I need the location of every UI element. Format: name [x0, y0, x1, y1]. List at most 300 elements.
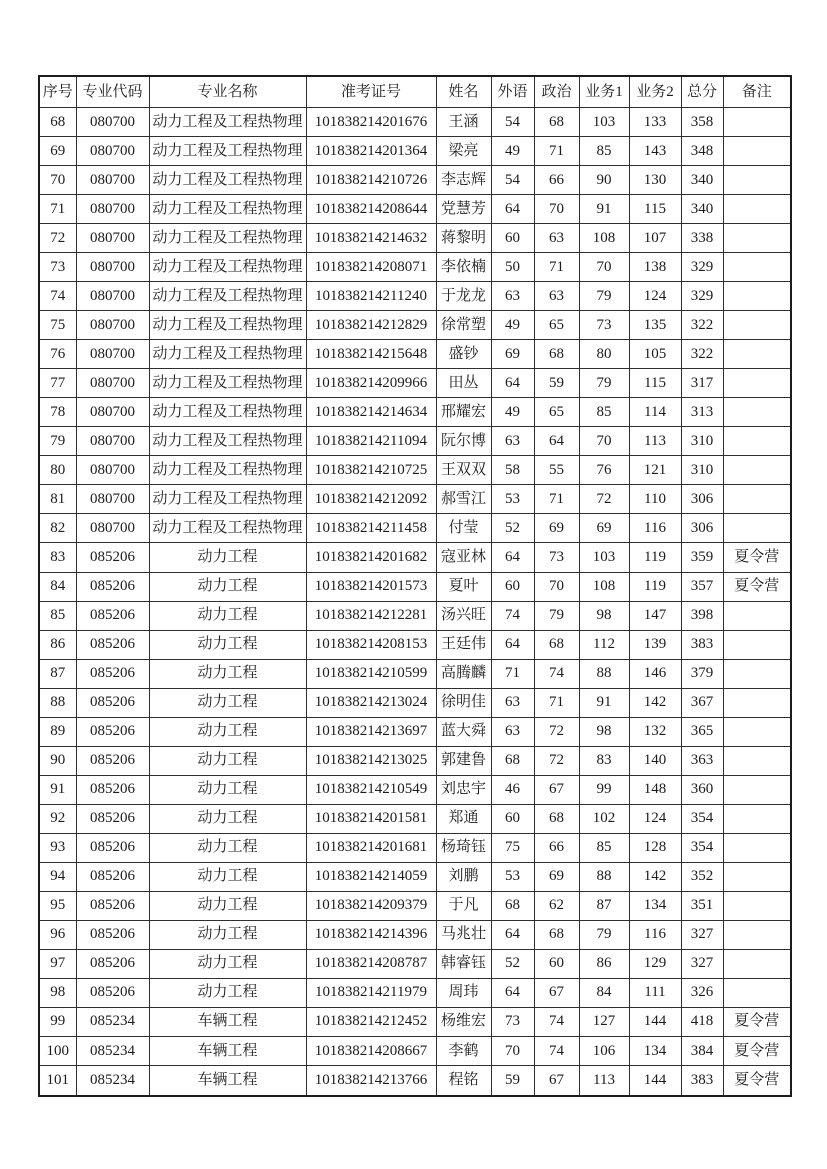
table-row [39, 427, 791, 456]
scores-table [38, 75, 792, 1097]
table-cell: 韩睿钰 [436, 949, 491, 978]
table-row [39, 659, 791, 688]
table-cell: 71 [534, 253, 579, 282]
table-cell: 101838214211240 [306, 282, 436, 311]
table-cell: 354 [681, 804, 723, 833]
table-cell: 67 [534, 1066, 579, 1096]
table-cell: 71 [534, 485, 579, 514]
table-cell: 69 [534, 514, 579, 543]
table-cell: 65 [534, 398, 579, 427]
table-cell [723, 746, 791, 775]
table-cell: 80 [579, 340, 629, 369]
table-cell: 63 [534, 224, 579, 253]
table-cell: 49 [491, 311, 534, 340]
table-cell: 李依楠 [436, 253, 491, 282]
table-cell: 76 [579, 456, 629, 485]
table-cell: 动力工程 [149, 775, 306, 804]
table-cell: 306 [681, 514, 723, 543]
table-cell: 085206 [76, 949, 149, 978]
table-cell: 85 [39, 601, 76, 630]
column-header: 业务2 [629, 76, 681, 108]
table-cell: 52 [491, 514, 534, 543]
table-cell: 90 [579, 166, 629, 195]
table-row [39, 224, 791, 253]
table-cell: 080700 [76, 398, 149, 427]
table-cell: 动力工程及工程热物理 [149, 137, 306, 166]
table-cell: 72 [534, 746, 579, 775]
table-cell [723, 978, 791, 1007]
table-cell: 79 [534, 601, 579, 630]
table-cell: 101838214210599 [306, 659, 436, 688]
column-header: 姓名 [436, 76, 491, 108]
table-cell: 72 [39, 224, 76, 253]
table-cell: 73 [579, 311, 629, 340]
table-cell: 080700 [76, 195, 149, 224]
column-header: 备注 [723, 76, 791, 108]
table-cell: 64 [491, 195, 534, 224]
table-cell: 080700 [76, 369, 149, 398]
table-row [39, 891, 791, 920]
table-cell [723, 717, 791, 746]
table-cell: 马兆壮 [436, 920, 491, 949]
table-cell: 101838214208644 [306, 195, 436, 224]
table-cell: 119 [629, 572, 681, 601]
table-cell: 080700 [76, 456, 149, 485]
table-cell: 71 [491, 659, 534, 688]
column-header: 专业名称 [149, 76, 306, 108]
table-row [39, 630, 791, 659]
table-cell: 360 [681, 775, 723, 804]
table-cell: 70 [491, 1037, 534, 1066]
table-cell: 085206 [76, 601, 149, 630]
table-cell [723, 456, 791, 485]
table-cell [723, 398, 791, 427]
table-cell: 64 [534, 427, 579, 456]
table-cell: 103 [579, 543, 629, 572]
table-cell: 59 [534, 369, 579, 398]
table-cell: 夏令营 [723, 543, 791, 572]
table-cell: 69 [491, 340, 534, 369]
table-cell: 动力工程 [149, 891, 306, 920]
table-cell: 135 [629, 311, 681, 340]
table-cell: 60 [534, 949, 579, 978]
table-cell: 085206 [76, 746, 149, 775]
table-cell: 080700 [76, 485, 149, 514]
table-cell: 71 [534, 137, 579, 166]
table-cell: 085206 [76, 543, 149, 572]
table-row [39, 253, 791, 282]
table-cell: 84 [39, 572, 76, 601]
table-cell: 80 [39, 456, 76, 485]
table-cell: 69 [534, 862, 579, 891]
table-cell: 147 [629, 601, 681, 630]
table-cell: 085206 [76, 833, 149, 862]
table-cell: 101838214213697 [306, 717, 436, 746]
table-cell [723, 891, 791, 920]
table-cell: 101838214211979 [306, 978, 436, 1007]
table-cell: 车辆工程 [149, 1037, 306, 1066]
table-cell: 79 [579, 282, 629, 311]
table-cell: 动力工程 [149, 572, 306, 601]
table-cell: 134 [629, 891, 681, 920]
table-cell: 88 [39, 688, 76, 717]
table-cell: 085206 [76, 978, 149, 1007]
table-cell: 384 [681, 1037, 723, 1066]
table-cell: 322 [681, 311, 723, 340]
table-cell: 54 [491, 108, 534, 137]
table-cell: 111 [629, 978, 681, 1007]
column-header: 总分 [681, 76, 723, 108]
table-cell: 动力工程及工程热物理 [149, 485, 306, 514]
table-cell: 90 [39, 746, 76, 775]
table-cell: 82 [39, 514, 76, 543]
table-cell: 动力工程 [149, 862, 306, 891]
column-header: 准考证号 [306, 76, 436, 108]
table-cell: 70 [579, 253, 629, 282]
table-cell: 92 [39, 804, 76, 833]
table-cell [723, 137, 791, 166]
table-row [39, 166, 791, 195]
table-cell: 327 [681, 949, 723, 978]
table-cell: 68 [534, 920, 579, 949]
table-cell: 88 [579, 659, 629, 688]
table-cell: 动力工程及工程热物理 [149, 369, 306, 398]
table-cell: 73 [534, 543, 579, 572]
table-cell: 129 [629, 949, 681, 978]
table-cell: 64 [491, 978, 534, 1007]
table-cell: 动力工程及工程热物理 [149, 514, 306, 543]
table-row [39, 456, 791, 485]
table-cell: 58 [491, 456, 534, 485]
table-cell: 144 [629, 1007, 681, 1036]
table-cell: 程铭 [436, 1066, 491, 1096]
table-cell: 周玮 [436, 978, 491, 1007]
table-cell: 63 [534, 282, 579, 311]
table-cell: 363 [681, 746, 723, 775]
table-cell: 付莹 [436, 514, 491, 543]
table-cell: 101838214210549 [306, 775, 436, 804]
table-cell: 59 [491, 1066, 534, 1096]
table-cell: 62 [534, 891, 579, 920]
table-cell: 动力工程 [149, 978, 306, 1007]
table-cell: 49 [491, 137, 534, 166]
table-cell: 汤兴旺 [436, 601, 491, 630]
table-cell: 101838214201676 [306, 108, 436, 137]
table-cell: 085206 [76, 659, 149, 688]
table-cell: 351 [681, 891, 723, 920]
table-cell: 67 [534, 978, 579, 1007]
table-row [39, 282, 791, 311]
table-cell: 车辆工程 [149, 1066, 306, 1096]
table-cell: 97 [39, 949, 76, 978]
table-cell: 50 [491, 253, 534, 282]
table-cell: 329 [681, 253, 723, 282]
table-cell: 高腾麟 [436, 659, 491, 688]
table-cell: 121 [629, 456, 681, 485]
table-cell: 81 [39, 485, 76, 514]
table-cell: 动力工程 [149, 804, 306, 833]
table-row [39, 1037, 791, 1066]
table-cell: 113 [579, 1066, 629, 1096]
table-cell: 田丛 [436, 369, 491, 398]
table-cell: 66 [534, 166, 579, 195]
table-cell: 动力工程 [149, 746, 306, 775]
column-header: 外语 [491, 76, 534, 108]
table-cell: 085206 [76, 891, 149, 920]
table-cell: 144 [629, 1066, 681, 1096]
table-cell [723, 427, 791, 456]
table-cell: 140 [629, 746, 681, 775]
table-cell: 107 [629, 224, 681, 253]
table-cell: 77 [39, 369, 76, 398]
table-cell: 72 [534, 717, 579, 746]
table-cell: 74 [534, 1007, 579, 1036]
table-cell [723, 224, 791, 253]
table-cell: 动力工程及工程热物理 [149, 195, 306, 224]
table-cell: 101838214211094 [306, 427, 436, 456]
table-cell: 142 [629, 862, 681, 891]
table-cell [723, 340, 791, 369]
table-cell: 101838214214059 [306, 862, 436, 891]
table-cell: 101838214214396 [306, 920, 436, 949]
table-cell: 88 [579, 862, 629, 891]
table-cell: 79 [39, 427, 76, 456]
table-cell: 101838214213024 [306, 688, 436, 717]
table-cell: 68 [491, 746, 534, 775]
table-cell: 动力工程 [149, 717, 306, 746]
table-cell [723, 601, 791, 630]
table-cell [723, 253, 791, 282]
table-cell: 邢耀宏 [436, 398, 491, 427]
column-header: 专业代码 [76, 76, 149, 108]
table-cell [723, 659, 791, 688]
table-cell: 130 [629, 166, 681, 195]
table-cell: 106 [579, 1037, 629, 1066]
table-cell: 于凡 [436, 891, 491, 920]
table-cell: 64 [491, 543, 534, 572]
table-cell: 133 [629, 108, 681, 137]
table-cell: 46 [491, 775, 534, 804]
table-cell: 383 [681, 1066, 723, 1096]
table-cell: 70 [534, 195, 579, 224]
table-cell: 116 [629, 920, 681, 949]
table-cell [723, 949, 791, 978]
table-cell: 101838214201364 [306, 137, 436, 166]
table-row [39, 543, 791, 572]
column-header: 政治 [534, 76, 579, 108]
table-cell: 63 [491, 688, 534, 717]
table-cell: 128 [629, 833, 681, 862]
table-cell: 动力工程及工程热物理 [149, 253, 306, 282]
table-cell: 306 [681, 485, 723, 514]
table-cell: 085206 [76, 717, 149, 746]
table-cell: 党慧芳 [436, 195, 491, 224]
table-cell: 340 [681, 166, 723, 195]
table-cell: 100 [39, 1037, 76, 1066]
table-cell: 53 [491, 862, 534, 891]
table-row [39, 949, 791, 978]
table-cell: 99 [39, 1007, 76, 1036]
table-cell: 94 [39, 862, 76, 891]
table-cell: 080700 [76, 340, 149, 369]
table-cell: 65 [534, 311, 579, 340]
table-cell: 080700 [76, 311, 149, 340]
table-cell: 74 [39, 282, 76, 311]
table-cell: 080700 [76, 166, 149, 195]
table-cell: 夏令营 [723, 572, 791, 601]
table-cell: 101838214214632 [306, 224, 436, 253]
table-cell [723, 311, 791, 340]
table-cell: 动力工程 [149, 949, 306, 978]
table-cell: 76 [39, 340, 76, 369]
table-cell: 69 [39, 137, 76, 166]
table-row [39, 688, 791, 717]
table-cell: 101838214201682 [306, 543, 436, 572]
table-row [39, 572, 791, 601]
table-cell: 354 [681, 833, 723, 862]
table-cell: 101838214212829 [306, 311, 436, 340]
table-cell: 115 [629, 369, 681, 398]
table-cell: 89 [39, 717, 76, 746]
table-cell [723, 369, 791, 398]
table-row [39, 485, 791, 514]
table-cell: 326 [681, 978, 723, 1007]
table-cell: 357 [681, 572, 723, 601]
table-cell: 310 [681, 456, 723, 485]
table-cell: 085206 [76, 775, 149, 804]
table-cell: 101838214209379 [306, 891, 436, 920]
table-cell: 101838214208667 [306, 1037, 436, 1066]
table-row [39, 514, 791, 543]
table-cell: 134 [629, 1037, 681, 1066]
table-row [39, 137, 791, 166]
table-cell: 动力工程及工程热物理 [149, 282, 306, 311]
table-cell: 动力工程及工程热物理 [149, 311, 306, 340]
table-cell: 358 [681, 108, 723, 137]
table-cell: 95 [39, 891, 76, 920]
table-cell: 085234 [76, 1066, 149, 1096]
table-cell: 080700 [76, 224, 149, 253]
table-cell: 085206 [76, 804, 149, 833]
table-cell: 75 [39, 311, 76, 340]
table-row [39, 978, 791, 1007]
table-cell: 动力工程及工程热物理 [149, 340, 306, 369]
table-cell: 91 [39, 775, 76, 804]
table-cell: 67 [534, 775, 579, 804]
table-row [39, 369, 791, 398]
table-cell: 夏令营 [723, 1066, 791, 1096]
table-cell: 于龙龙 [436, 282, 491, 311]
table-cell: 蒋黎明 [436, 224, 491, 253]
table-cell: 085206 [76, 572, 149, 601]
table-row [39, 920, 791, 949]
table-cell: 085234 [76, 1007, 149, 1036]
table-cell [723, 108, 791, 137]
table-row [39, 311, 791, 340]
table-cell: 70 [39, 166, 76, 195]
table-row [39, 398, 791, 427]
table-cell: 74 [534, 1037, 579, 1066]
table-cell: 王廷伟 [436, 630, 491, 659]
table-cell: 113 [629, 427, 681, 456]
table-cell: 动力工程 [149, 659, 306, 688]
table-cell: 70 [579, 427, 629, 456]
table-cell [723, 282, 791, 311]
table-cell: 119 [629, 543, 681, 572]
table-cell: 379 [681, 659, 723, 688]
table-cell: 68 [534, 630, 579, 659]
table-cell: 338 [681, 224, 723, 253]
table-cell: 87 [39, 659, 76, 688]
table-cell: 66 [534, 833, 579, 862]
table-row [39, 601, 791, 630]
table-cell: 146 [629, 659, 681, 688]
table-cell: 盛钞 [436, 340, 491, 369]
table-cell: 359 [681, 543, 723, 572]
table-cell: 101838214201573 [306, 572, 436, 601]
table-cell: 49 [491, 398, 534, 427]
table-cell: 101838214210725 [306, 456, 436, 485]
table-cell: 085206 [76, 630, 149, 659]
table-cell: 动力工程 [149, 920, 306, 949]
table-cell: 101838214210726 [306, 166, 436, 195]
table-cell: 101838214214634 [306, 398, 436, 427]
table-cell: 动力工程及工程热物理 [149, 108, 306, 137]
table-cell: 梁亮 [436, 137, 491, 166]
table-cell: 68 [491, 891, 534, 920]
table-cell [723, 804, 791, 833]
table-cell: 98 [579, 717, 629, 746]
table-cell: 86 [39, 630, 76, 659]
table-cell: 李志辉 [436, 166, 491, 195]
table-cell: 60 [491, 224, 534, 253]
table-row [39, 1066, 791, 1096]
table-cell: 132 [629, 717, 681, 746]
table-cell [723, 862, 791, 891]
table-cell: 143 [629, 137, 681, 166]
table-cell: 080700 [76, 253, 149, 282]
table-cell: 327 [681, 920, 723, 949]
table-cell: 116 [629, 514, 681, 543]
table-cell: 96 [39, 920, 76, 949]
table-cell: 72 [579, 485, 629, 514]
table-cell: 李鹤 [436, 1037, 491, 1066]
table-cell: 322 [681, 340, 723, 369]
table-cell: 83 [39, 543, 76, 572]
table-cell: 63 [491, 282, 534, 311]
table-cell: 刘忠宇 [436, 775, 491, 804]
table-cell: 329 [681, 282, 723, 311]
table-cell: 85 [579, 398, 629, 427]
table-cell: 93 [39, 833, 76, 862]
table-cell: 91 [579, 688, 629, 717]
table-cell: 68 [534, 108, 579, 137]
table-cell: 115 [629, 195, 681, 224]
table-cell: 080700 [76, 514, 149, 543]
table-cell: 68 [39, 108, 76, 137]
table-cell: 郝雪江 [436, 485, 491, 514]
table-cell: 王双双 [436, 456, 491, 485]
table-cell: 王涵 [436, 108, 491, 137]
table-cell: 动力工程及工程热物理 [149, 224, 306, 253]
table-cell: 418 [681, 1007, 723, 1036]
table-cell: 阮尔博 [436, 427, 491, 456]
table-row [39, 1007, 791, 1036]
table-cell: 刘鹏 [436, 862, 491, 891]
table-cell: 64 [491, 369, 534, 398]
table-cell: 郑通 [436, 804, 491, 833]
table-row [39, 833, 791, 862]
